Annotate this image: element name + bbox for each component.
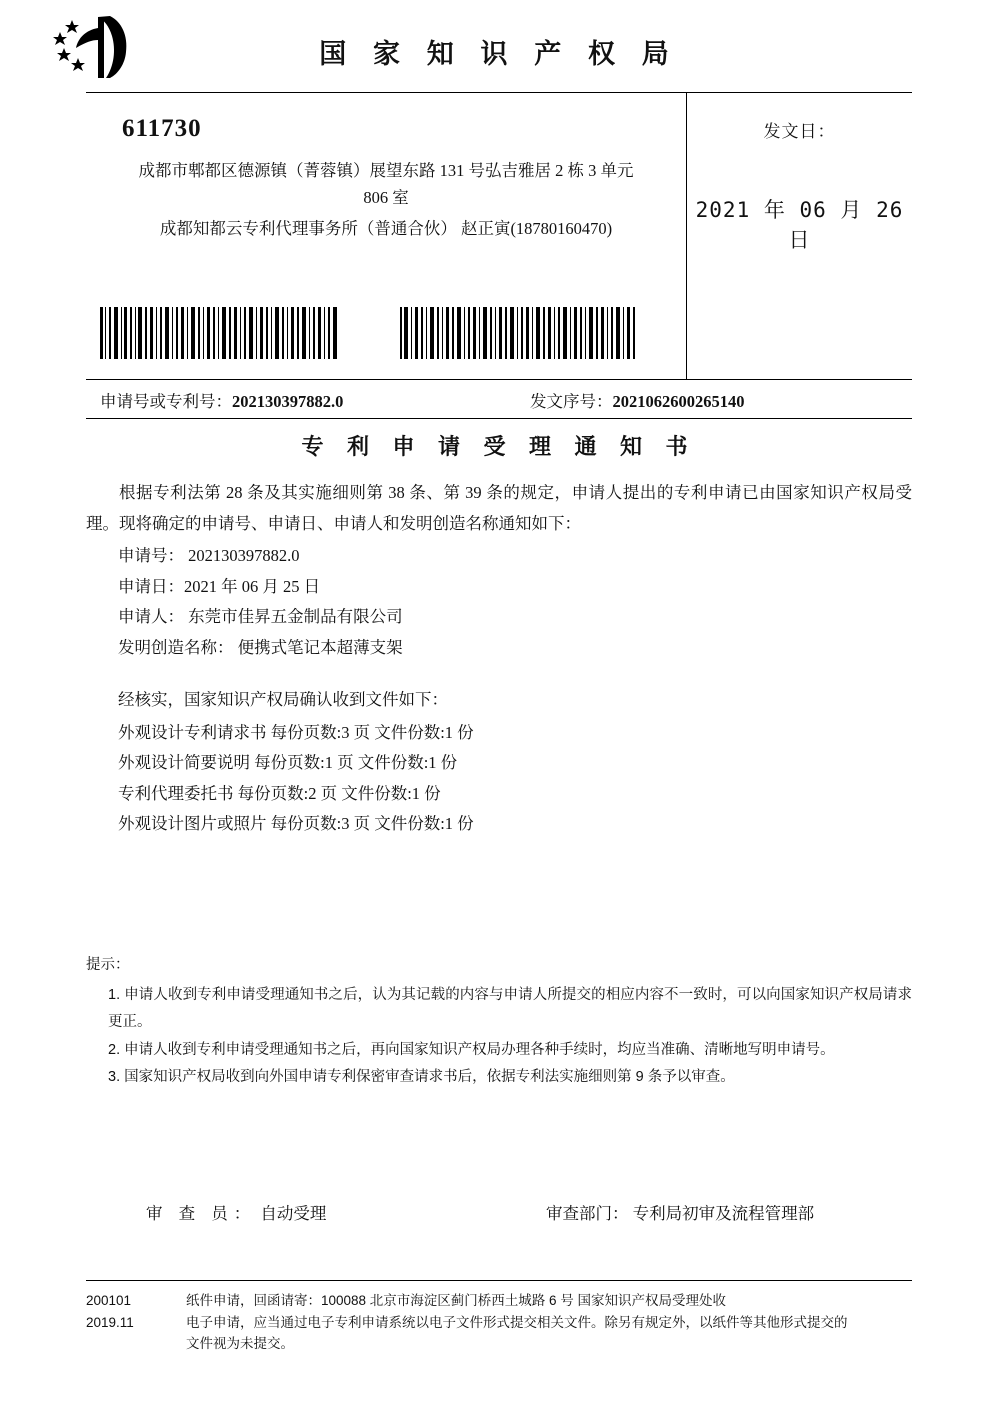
addressee-block [86, 93, 686, 379]
note-item: 2. 申请人收到专利申请受理通知书之后，再向国家知识产权局办理各种手续时，均应当准确、清晰地写明申请号。 [108, 1041, 835, 1058]
barcode-group [100, 307, 640, 359]
examiner-label: 审 查 员： [146, 1204, 257, 1223]
doc-number: 611730 [122, 115, 202, 142]
issue-date-block [686, 93, 912, 379]
list-item: 专利代理委托书 每份页数:2 页 文件份数:1 份 [118, 783, 441, 803]
notes-title: 提示： [86, 957, 130, 973]
barcode-icon [400, 307, 640, 359]
footer-line-1: 纸件申请，回函请寄：100088 北京市海淀区蓟门桥西土城路 6 号 国家知识产权局受理处收 [186, 1293, 727, 1308]
footer-text [186, 1290, 926, 1355]
footer-code-2: 2019.11 [86, 1314, 134, 1330]
footer-line-3: 文件视为未提交。 [186, 1336, 294, 1352]
reference-row [86, 382, 912, 419]
field-application-number: 申请号： 202130397882.0 [118, 546, 300, 566]
application-number [86, 388, 530, 412]
issue-date-value: 2021 年 06 月 26 日 [695, 198, 904, 252]
document-title: 专 利 申 请 受 理 通 知 书 [301, 434, 697, 459]
notes-section [86, 952, 912, 1092]
application-number-label: 申请号或专利号： [100, 392, 232, 411]
field-application-date: 申请日：2021 年 06 月 25 日 [118, 576, 321, 596]
agent-line: 成都知都云专利代理事务所（普通合伙） 赵正寅(18780160470) [159, 219, 613, 239]
note-item: 3. 国家知识产权局收到向外国申请专利保密审查请求书后，依据专利法实施细则第 9 条予以审查。 [108, 1069, 735, 1086]
issue-date-label: 发文日： [763, 122, 836, 141]
sequence-number-label: 发文序号： [530, 392, 613, 411]
footer-code-1: 200101 [86, 1293, 132, 1308]
list-item: 外观设计简要说明 每份页数:1 页 文件份数:1 份 [118, 753, 458, 773]
sequence-number-value: 2021062600265140 [612, 392, 745, 411]
field-applicant: 申请人： 东莞市佳昇五金制品有限公司 [118, 607, 403, 627]
application-number-value: 202130397882.0 [232, 392, 344, 411]
document-header [0, 0, 998, 90]
footer-line-2: 电子申请，应当通过电子专利申请系统以电子文件形式提交相关文件。除另有规定外，以纸件等其他形式提交的 [186, 1314, 848, 1330]
documents-received-list [86, 718, 912, 840]
documents-received-heading: 经核实，国家知识产权局确认收到文件如下： [118, 690, 448, 710]
addressee-address [100, 157, 672, 211]
note-item: 1. 申请人收到专利申请受理通知书之后，认为其记载的内容与申请人所提交的相应内容不一致时，可以向国家知识产权局请求更正。 [108, 986, 912, 1031]
department-value: 专利局初审及流程管理部 [632, 1204, 815, 1223]
spacer [86, 663, 912, 685]
intro-paragraph: 根据专利法第 28 条及其实施细则第 38 条、第 39 条的规定，申请人提出的专利申请已由国家知识产权局受理。现将确定的申请号、申请日、申请人和发明创造名称通知如下： [86, 483, 912, 533]
list-item: 外观设计图片或照片 每份页数:3 页 文件份数:1 份 [118, 814, 474, 834]
barcode-icon [100, 307, 340, 359]
address-frame [86, 92, 912, 380]
application-fields [86, 541, 912, 663]
document-body [86, 478, 912, 840]
address-line-1: 成都市郫都区德源镇（菁蓉镇）展望东路 131 号弘吉雅居 2 栋 3 单元 [138, 161, 634, 180]
examiner-value: 自动受理 [260, 1204, 327, 1223]
footer-codes [86, 1290, 186, 1355]
footer-divider [86, 1280, 912, 1281]
list-item: 外观设计专利请求书 每份页数:3 页 文件份数:1 份 [118, 722, 474, 742]
document-footer [86, 1290, 926, 1355]
page-title: 国 家 知 识 产 权 局 [319, 39, 679, 69]
department-field [546, 1200, 912, 1224]
sequence-number [530, 388, 912, 412]
department-label: 审查部门： [546, 1204, 629, 1223]
address-line-2: 806 室 [363, 188, 409, 208]
signature-row [86, 1200, 912, 1224]
examiner-field [86, 1200, 546, 1224]
field-invention-title: 发明创造名称： 便携式笔记本超薄支架 [118, 637, 403, 657]
